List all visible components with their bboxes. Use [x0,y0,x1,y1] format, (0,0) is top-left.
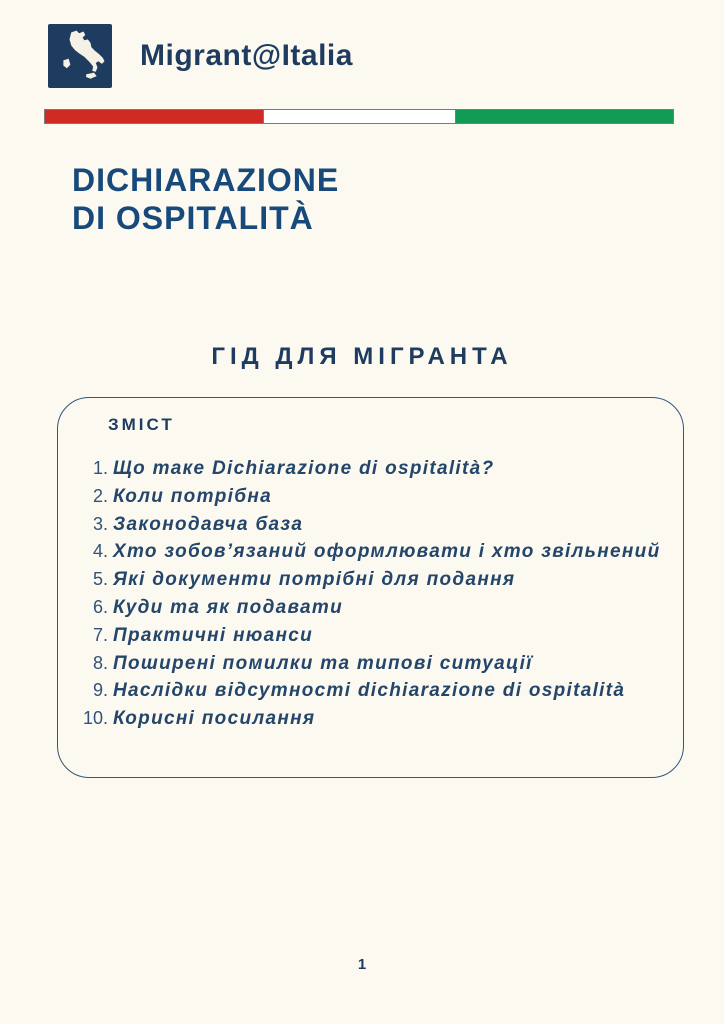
toc-item [66,538,673,566]
toc-item-number: 9. [92,680,108,701]
toc-item [66,705,673,733]
flag-red-stripe [45,110,263,123]
toc-item-label: Законодавча база [113,513,304,535]
brand-logo [48,24,112,88]
toc-item [66,566,673,594]
toc-item-label: Корисні посилання [113,708,316,730]
brand-header [48,24,353,88]
toc-list [66,455,673,733]
toc-item [66,650,673,678]
toc-item-label: Які документи потрібні для подання [113,569,516,591]
document-title [72,161,339,237]
toc-item [66,511,673,539]
brand-name: Migrant@Italia [140,39,353,72]
flag-white-stripe [263,110,454,123]
toc-item-number: 10. [82,708,108,729]
toc-item-number: 5. [92,569,108,590]
toc-item-number: 2. [92,485,108,506]
toc-item-label: Куди та як подавати [113,596,343,618]
toc-item [66,594,673,622]
toc-item-number: 8. [92,652,108,673]
toc-item-number: 1. [92,458,108,478]
toc-item [66,483,673,511]
flag-green-stripe [455,110,673,123]
toc-item-label: Хто зобов’язаний оформлювати і хто звільнений [113,541,661,563]
toc-heading: ЗМІСТ [108,415,175,434]
toc-box [57,397,684,778]
toc-item [66,677,673,705]
toc-item-label: Поширені помилки та типові ситуації [113,652,533,674]
toc-item-number: 6. [92,596,108,617]
toc-item-number: 7. [92,624,108,645]
toc-item-label: Практичні нюанси [113,624,314,646]
toc-item-number: 3. [92,513,108,534]
toc-item-number: 4. [92,541,108,562]
toc-item [66,622,673,650]
italy-map-icon [52,28,108,84]
toc-item-label: Що таке Dichiarazione di ospitalità? [113,458,495,479]
toc-item [66,455,673,483]
document-title-line2: DI OSPITALITÀ [72,200,314,236]
document-subtitle: ГІД ДЛЯ МІГРАНТА [211,343,513,370]
document-title-line1: DICHIARAZIONE [72,162,340,198]
toc-item-label: Коли потрібна [113,485,272,507]
italian-flag-divider [44,109,674,124]
page-number: 1 [357,956,367,973]
toc-item-label: Наслідки відсутності dichiarazione di ospitalità [113,680,626,702]
